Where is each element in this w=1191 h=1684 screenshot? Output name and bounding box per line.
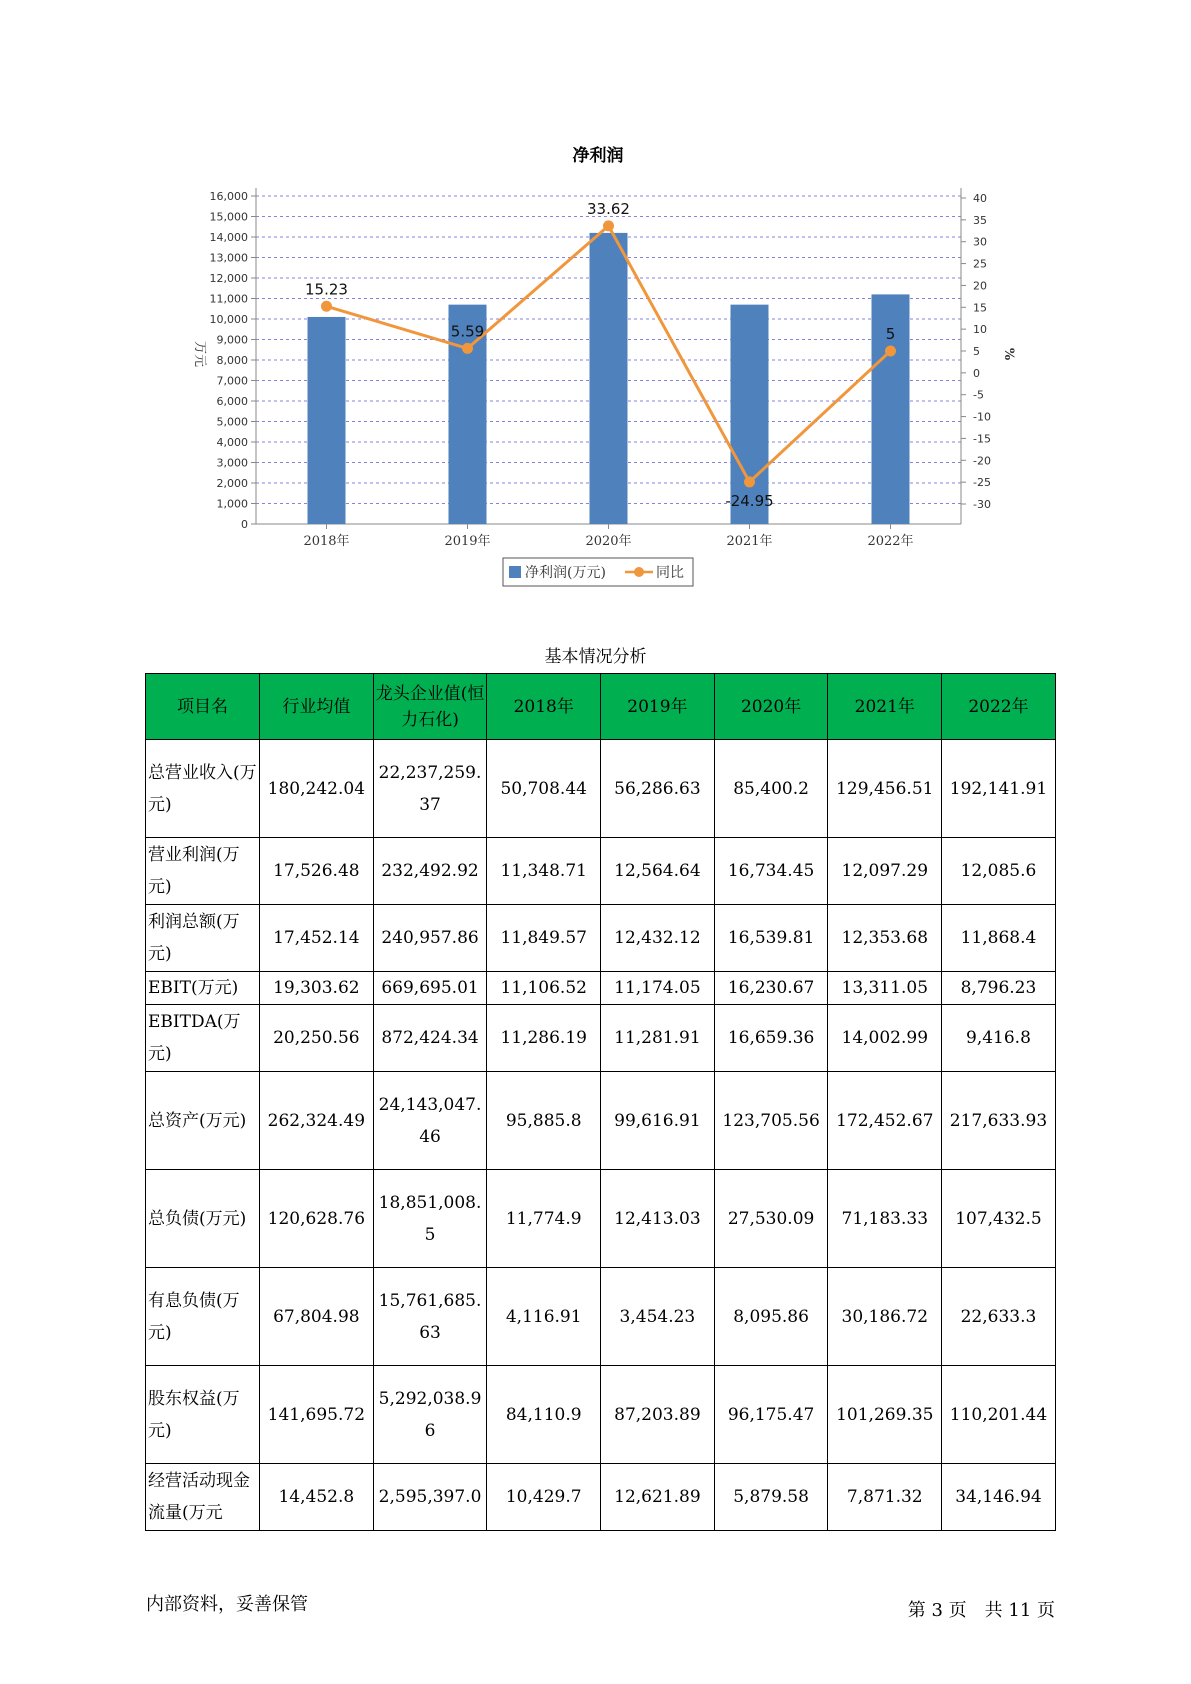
value-cell: 12,432.12 — [601, 905, 715, 972]
row-label-cell: 总营业收入(万元) — [146, 740, 260, 838]
y-tick-label: 5,000 — [216, 415, 248, 429]
value-cell: 107,432.5 — [942, 1170, 1056, 1268]
yoy-point — [462, 343, 473, 354]
header-item-name: 项目名 — [146, 674, 260, 740]
y-tick-label: 14,000 — [209, 231, 248, 244]
y-tick-label: 1,000 — [216, 497, 248, 511]
table-row — [146, 1366, 1056, 1464]
value-cell: 22,237,259.37 — [373, 740, 487, 838]
y2-tick-label: -10 — [973, 410, 991, 424]
value-cell: 20,250.56 — [260, 1005, 374, 1072]
value-cell: 180,242.04 — [260, 740, 374, 838]
value-cell: 71,183.33 — [828, 1170, 942, 1268]
row-label-cell: 利润总额(万元) — [146, 905, 260, 972]
y2-tick-label: 0 — [973, 366, 980, 380]
row-label-cell: 总负债(万元) — [146, 1170, 260, 1268]
value-cell: 11,281.91 — [601, 1005, 715, 1072]
y2-tick-label: -20 — [973, 454, 991, 468]
value-cell: 8,095.86 — [714, 1268, 828, 1366]
y2-tick-label: -25 — [973, 476, 991, 490]
table-row — [146, 972, 1056, 1005]
header-industry-avg: 行业均值 — [260, 674, 374, 740]
value-cell: 11,774.9 — [487, 1170, 601, 1268]
header-2021: 2021年 — [828, 674, 942, 740]
bar — [308, 317, 346, 524]
y-tick-label: 15,000 — [209, 210, 248, 224]
value-cell: 17,452.14 — [260, 905, 374, 972]
y-tick-label: 7,000 — [216, 374, 248, 388]
yoy-point — [321, 301, 332, 312]
table-row — [146, 1170, 1056, 1268]
y-tick-label: 13,000 — [209, 251, 248, 265]
value-cell: 15,761,685.63 — [373, 1268, 487, 1366]
y-tick-label: 2,000 — [216, 477, 248, 490]
value-cell: 17,526.48 — [260, 838, 374, 905]
yoy-point — [885, 346, 896, 357]
header-2019: 2019年 — [601, 674, 715, 740]
y2-tick-label: 20 — [973, 279, 987, 293]
value-cell: 84,110.9 — [487, 1366, 601, 1464]
value-cell: 16,659.36 — [714, 1005, 828, 1072]
value-cell: 8,796.23 — [942, 972, 1056, 1005]
value-cell: 11,348.71 — [487, 838, 601, 905]
header-2022: 2022年 — [942, 674, 1056, 740]
yoy-data-label: 33.62 — [587, 199, 630, 218]
y-tick-label: 0 — [241, 518, 248, 531]
value-cell: 12,413.03 — [601, 1170, 715, 1268]
value-cell: 16,539.81 — [714, 905, 828, 972]
chart-title: 净利润 — [572, 146, 624, 166]
y-tick-label: 12,000 — [209, 272, 248, 285]
yoy-point — [603, 220, 614, 231]
bar — [590, 233, 628, 524]
y-tick-label: 6,000 — [216, 395, 248, 408]
table-row — [146, 1464, 1056, 1531]
value-cell: 240,957.86 — [373, 905, 487, 972]
value-cell: 16,734.45 — [714, 838, 828, 905]
row-label-cell: 经营活动现金流量(万元 — [146, 1464, 260, 1531]
table-row — [146, 1268, 1056, 1366]
table-row — [146, 1072, 1056, 1170]
value-cell: 12,564.64 — [601, 838, 715, 905]
value-cell: 14,452.8 — [260, 1464, 374, 1531]
value-cell: 5,292,038.96 — [373, 1366, 487, 1464]
y-tick-label: 16,000 — [209, 190, 248, 203]
value-cell: 123,705.56 — [714, 1072, 828, 1170]
row-label-cell: 有息负债(万元) — [146, 1268, 260, 1366]
value-cell: 18,851,008.5 — [373, 1170, 487, 1268]
value-cell: 110,201.44 — [942, 1366, 1056, 1464]
y2-tick-label: -30 — [973, 498, 991, 511]
table-caption: 基本情况分析 — [544, 647, 647, 667]
value-cell: 262,324.49 — [260, 1072, 374, 1170]
legend-swatch-bar — [509, 566, 521, 578]
value-cell: 34,146.94 — [942, 1464, 1056, 1531]
value-cell: 87,203.89 — [601, 1366, 715, 1464]
header-leader-value: 龙头企业值(恒力石化) — [373, 674, 487, 740]
header-2020: 2020年 — [714, 674, 828, 740]
chart-legend — [503, 558, 693, 586]
value-cell: 96,175.47 — [714, 1366, 828, 1464]
yoy-data-label: -24.95 — [725, 491, 774, 510]
y-tick-label: 10,000 — [209, 313, 248, 326]
value-cell: 24,143,047.46 — [373, 1072, 487, 1170]
value-cell: 11,106.52 — [487, 972, 601, 1005]
value-cell: 99,616.91 — [601, 1072, 715, 1170]
y-tick-label: 3,000 — [216, 456, 248, 470]
value-cell: 13,311.05 — [828, 972, 942, 1005]
value-cell: 12,353.68 — [828, 905, 942, 972]
value-cell: 95,885.8 — [487, 1072, 601, 1170]
value-cell: 12,097.29 — [828, 838, 942, 905]
value-cell: 50,708.44 — [487, 740, 601, 838]
row-label-cell: EBIT(万元) — [146, 972, 260, 1005]
row-label-cell: 营业利润(万元) — [146, 838, 260, 905]
value-cell: 14,002.99 — [828, 1005, 942, 1072]
x-tick-label: 2021年 — [726, 534, 773, 549]
value-cell: 120,628.76 — [260, 1170, 374, 1268]
value-cell: 5,879.58 — [714, 1464, 828, 1531]
table-row — [146, 905, 1056, 972]
y2-tick-label: -15 — [973, 432, 991, 446]
value-cell: 22,633.3 — [942, 1268, 1056, 1366]
table-header-row — [146, 674, 1056, 740]
row-label-cell: 股东权益(万元) — [146, 1366, 260, 1464]
value-cell: 172,452.67 — [828, 1072, 942, 1170]
value-cell: 217,633.93 — [942, 1072, 1056, 1170]
yoy-data-label: 5.59 — [450, 322, 485, 341]
yoy-data-label: 5 — [885, 325, 896, 343]
value-cell: 11,849.57 — [487, 905, 601, 972]
value-cell: 192,141.91 — [942, 740, 1056, 838]
table-row — [146, 740, 1056, 838]
y2-axis-title: % — [1001, 347, 1016, 361]
y2-tick-label: 15 — [973, 301, 987, 315]
legend-label-profit: 净利润(万元) — [525, 565, 606, 581]
value-cell: 12,085.6 — [942, 838, 1056, 905]
y-tick-label: 8,000 — [216, 354, 248, 367]
value-cell: 11,868.4 — [942, 905, 1056, 972]
x-tick-label: 2018年 — [303, 534, 350, 549]
value-cell: 3,454.23 — [601, 1268, 715, 1366]
y2-tick-label: 5 — [973, 345, 980, 358]
footer-confidential-note: 内部资料，妥善保管 — [146, 1594, 308, 1615]
net-profit-chart — [0, 0, 1191, 600]
value-cell: 11,286.19 — [487, 1005, 601, 1072]
y2-tick-label: 35 — [973, 213, 987, 227]
y-tick-label: 4,000 — [216, 436, 248, 449]
value-cell: 872,424.34 — [373, 1005, 487, 1072]
legend-swatch-marker — [634, 567, 644, 577]
value-cell: 19,303.62 — [260, 972, 374, 1005]
row-label-cell: EBITDA(万元) — [146, 1005, 260, 1072]
value-cell: 56,286.63 — [601, 740, 715, 838]
value-cell: 10,429.7 — [487, 1464, 601, 1531]
header-2018: 2018年 — [487, 674, 601, 740]
x-tick-label: 2022年 — [867, 534, 914, 549]
value-cell: 11,174.05 — [601, 972, 715, 1005]
table-row — [146, 1005, 1056, 1072]
y-tick-label: 9,000 — [216, 333, 248, 347]
value-cell: 30,186.72 — [828, 1268, 942, 1366]
x-tick-label: 2020年 — [585, 534, 632, 549]
value-cell: 7,871.32 — [828, 1464, 942, 1531]
y2-tick-label: 25 — [973, 257, 987, 271]
y2-tick-label: 30 — [973, 235, 987, 249]
value-cell: 12,621.89 — [601, 1464, 715, 1531]
value-cell: 129,456.51 — [828, 740, 942, 838]
footer-page-number: 第 3 页 共 11 页 — [907, 1600, 1055, 1621]
basic-analysis-table — [145, 673, 1056, 1531]
value-cell: 101,269.35 — [828, 1366, 942, 1464]
y2-tick-label: 10 — [973, 323, 987, 337]
value-cell: 141,695.72 — [260, 1366, 374, 1464]
value-cell: 4,116.91 — [487, 1268, 601, 1366]
value-cell: 67,804.98 — [260, 1268, 374, 1366]
value-cell: 232,492.92 — [373, 838, 487, 905]
chart-bars — [308, 233, 910, 524]
legend-label-yoy: 同比 — [656, 565, 684, 581]
yoy-point — [744, 476, 755, 487]
value-cell: 669,695.01 — [373, 972, 487, 1005]
value-cell: 2,595,397.0 — [373, 1464, 487, 1531]
y-axis-title: 万元 — [192, 340, 207, 368]
value-cell: 9,416.8 — [942, 1005, 1056, 1072]
value-cell: 85,400.2 — [714, 740, 828, 838]
row-label-cell: 总资产(万元) — [146, 1072, 260, 1170]
y2-tick-label: -5 — [973, 388, 984, 402]
x-tick-label: 2019年 — [444, 534, 491, 549]
value-cell: 16,230.67 — [714, 972, 828, 1005]
yoy-data-label: 15.23 — [305, 280, 348, 299]
y2-tick-label: 40 — [973, 192, 987, 205]
y-tick-label: 11,000 — [209, 292, 248, 306]
table-row — [146, 838, 1056, 905]
value-cell: 27,530.09 — [714, 1170, 828, 1268]
